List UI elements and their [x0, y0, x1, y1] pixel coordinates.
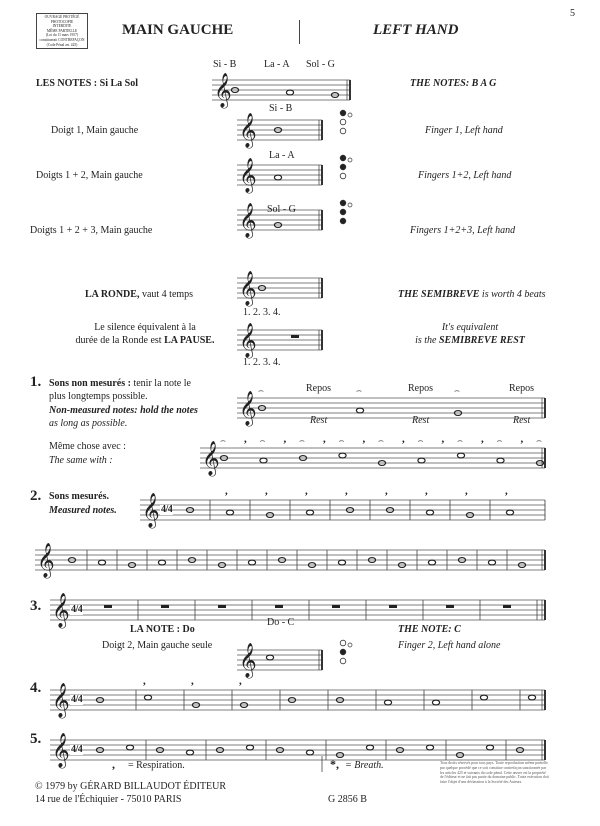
pause-en-2b: SEMIBREVE REST [439, 335, 525, 346]
repos-1: Repos [306, 383, 331, 394]
ronde-fr [85, 289, 193, 300]
breath-mark-icon: , [283, 433, 287, 445]
same-with-en: The same with : [49, 455, 113, 466]
whole-note [260, 458, 267, 463]
fermata-icon: ⌢ [378, 435, 384, 445]
exercise-3-number: 3. [30, 598, 42, 614]
exercise-1-fr [49, 378, 191, 389]
rest-2: Rest [412, 415, 430, 426]
breath-mark-icon: , [239, 675, 242, 687]
treble-clef-icon: 𝄞 [239, 158, 257, 193]
whole-note [158, 560, 165, 565]
whole-rest-icon [218, 605, 226, 608]
whole-note [306, 750, 313, 755]
breath-mark-icon: , [225, 485, 228, 497]
whole-note [528, 695, 535, 700]
ronde-en-rest: is worth 4 beats [479, 289, 546, 300]
breath-mark-icon: , [385, 485, 388, 497]
same-with-fr: Même chose avec : [49, 441, 126, 452]
whole-rest-icon [389, 605, 397, 608]
treble-clef-icon: 𝄞 [239, 113, 257, 148]
fingering-hole [340, 155, 346, 161]
fermata-icon: ⌢ [338, 435, 345, 445]
treble-clef-icon: 𝄞 [239, 643, 257, 678]
header-fr: MAIN GAUCHE [122, 22, 234, 38]
fermata-icon: ⌢ [258, 385, 264, 395]
exercise-1-fr-rest: tenir la note le [130, 378, 191, 389]
ronde-fr-rest: vaut 4 temps [139, 289, 194, 300]
pause-en-2a: is the [415, 335, 439, 346]
exercise-4-number: 4. [30, 680, 42, 696]
notes-intro-fr: LES NOTES : Si La Sol [36, 78, 138, 89]
breath-mark-icon: , [402, 433, 405, 445]
pause-fr-2b: LA PAUSE. [164, 335, 215, 346]
breath-mark-icon: , [143, 675, 146, 687]
fermata-icon: ⌢ [356, 385, 362, 395]
exercise-2-time-signature: 4/4 [161, 504, 173, 515]
whole-note [226, 510, 233, 515]
breath-mark-icon: , [362, 433, 366, 445]
fermata-icon: ⌢ [496, 435, 503, 445]
breath-mark-icon: , [505, 485, 508, 497]
ronde-fr-bold: LA RONDE, [85, 289, 140, 300]
exercise-5-time-signature: 4/4 [71, 744, 83, 755]
treble-clef-icon: 𝄞 [52, 593, 70, 628]
fingering-3-en: Fingers 1+2+3, Left hand [410, 225, 516, 236]
pause-fr-2a: durée de la Ronde est [75, 335, 165, 346]
fingering-hole [340, 218, 346, 224]
exercise-1-en-bold: Non-measured notes: hold the notes [49, 405, 198, 416]
breath-mark-icon: , [112, 757, 115, 771]
pause-fr-2 [60, 335, 230, 346]
exercise-1-fr-bold: Sons non mesurés : [49, 378, 131, 389]
thumb-hole [348, 113, 352, 117]
rest-1: Rest [310, 415, 328, 426]
breath-mark-icon: , [441, 433, 445, 445]
fermata-icon: ⌢ [536, 435, 542, 445]
note-label-a: La - A [264, 59, 290, 70]
whole-note [506, 510, 513, 515]
fingering-1-en: Finger 1, Left hand [425, 125, 503, 136]
whole-note [186, 750, 193, 755]
catalog-number: G 2856 B [328, 794, 367, 805]
la-note-fr: LA NOTE : Do [130, 624, 195, 635]
breath-en: = Breath. [345, 760, 384, 771]
whole-note [432, 700, 439, 705]
whole-note [338, 560, 345, 565]
breath-mark-icon: , [425, 485, 428, 497]
thumb-hole [348, 203, 352, 207]
fingering-hole [340, 658, 346, 664]
whole-note [266, 655, 273, 660]
stamp-line: INTERDITE [52, 24, 72, 29]
fingering-hole [340, 640, 346, 646]
treble-clef-icon: 𝄞 [239, 271, 257, 306]
treble-clef-icon: 𝄞 [239, 391, 257, 426]
whole-note [488, 560, 495, 565]
treble-clef-icon: 𝄞 [52, 683, 70, 718]
breath-mark-icon: , [244, 433, 247, 445]
whole-note [126, 745, 133, 750]
thumb-hole [348, 158, 352, 162]
fingering-2-fr: Doigts 1 + 2, Main gauche [36, 170, 143, 181]
rights-notice: Tous droits réservés pour tous pays. Toute reproduction même partielle par quelque procédé que ce soit constitue contrefaçon sanctionnée par les articles 425 et suivants du code pénal. Cette œuvre est la propriété de l'éditeur et ne fait pas partie du domaine public. Toute exécution doit faire l'objet d'une déclaration à la Société des Auteurs. [440, 761, 549, 785]
stamp-line: (Code Pénal art. 425) [46, 42, 78, 47]
exercise-1-en-2: as long as possible. [49, 418, 128, 429]
pause-fr-1: Le silence équivalent à la [94, 322, 196, 333]
exercise-1-number: 1. [30, 374, 42, 390]
treble-clef-icon: 𝄞 [202, 441, 220, 476]
breath-mark-icon: , [191, 675, 194, 687]
whole-note [248, 560, 255, 565]
fermata-icon: ⌢ [457, 435, 463, 445]
whole-note [497, 458, 504, 463]
whole-note [480, 695, 487, 700]
treble-clef-icon: 𝄞 [37, 543, 55, 578]
note-label-g: Sol - G [306, 59, 335, 70]
breath-mark-icon: , [465, 485, 468, 497]
whole-note [246, 745, 253, 750]
fingering-hole [340, 119, 346, 125]
page-number: 5 [570, 8, 575, 19]
whole-rest-icon [503, 605, 511, 608]
breath-mark-icon: *, [330, 757, 339, 771]
repos-2: Repos [408, 383, 433, 394]
la-note-label: Do - C [267, 617, 295, 628]
fingering-hole [340, 200, 346, 206]
fingering-1-fr: Doigt 1, Main gauche [51, 125, 139, 136]
whole-note [418, 458, 425, 463]
copyright: © 1979 by GÉRARD BILLAUDOT ÉDITEUR [35, 781, 227, 792]
fingering-3-fr: Doigts 1 + 2 + 3, Main gauche [30, 225, 153, 236]
fingering-2-label: La - A [269, 150, 295, 161]
breath-mark-icon: , [345, 485, 348, 497]
pause-en-1: It's equivalent [441, 322, 499, 333]
whole-rest-icon [104, 605, 112, 608]
whole-note [144, 695, 151, 700]
rest-3: Rest [513, 415, 531, 426]
ronde-counts: 1. 2. 3. 4. [243, 307, 281, 318]
fingering-2-en: Fingers 1+2, Left hand [418, 170, 512, 181]
ronde-en-bold: THE SEMIBREVE [398, 289, 480, 300]
whole-rest-icon [446, 605, 454, 608]
thumb-hole [348, 643, 352, 647]
la-note-en: THE NOTE: C [398, 624, 461, 635]
exercise-1-fr-2: plus longtemps possible. [49, 391, 148, 402]
fermata-icon: ⌢ [417, 435, 424, 445]
whole-note [366, 745, 373, 750]
exercise-2-en: Measured notes. [49, 505, 117, 516]
treble-clef-icon: 𝄞 [214, 73, 232, 108]
fingering-hole [340, 649, 346, 655]
stamp-line: PHOTOCOPIE [50, 19, 74, 24]
repos-3: Repos [509, 383, 534, 394]
whole-note [486, 745, 493, 750]
breath-mark-icon: , [481, 433, 484, 445]
stamp-line: OUVRAGE PROTÉGÉ [44, 15, 80, 19]
exercise-3-time-signature: 4/4 [71, 604, 83, 615]
exercise-2-number: 2. [30, 488, 42, 504]
whole-note [457, 453, 464, 458]
la-note-en-2: Finger 2, Left hand alone [398, 640, 501, 651]
fingering-hole [340, 128, 346, 134]
fingering-hole [340, 209, 346, 215]
copyright-stamp [36, 13, 88, 49]
whole-note [426, 510, 433, 515]
stamp-line: constituerait CONTREFAÇON [39, 37, 85, 42]
note-label-b: Si - B [213, 59, 237, 70]
fingering-1-label: Si - B [269, 103, 293, 114]
whole-note [356, 408, 363, 413]
fingering-3-label: Sol - G [267, 204, 296, 215]
exercise-5-number: 5. [30, 731, 42, 747]
la-note-fr-2: Doigt 2, Main gauche seule [102, 640, 213, 651]
header-divider [299, 20, 300, 44]
breath-mark-icon: , [265, 485, 268, 497]
whole-note [274, 175, 281, 180]
fermata-icon: ⌢ [299, 435, 305, 445]
whole-note [384, 700, 391, 705]
fingering-hole [340, 110, 346, 116]
whole-note [426, 745, 433, 750]
notes-intro-en: THE NOTES: B A G [410, 78, 497, 89]
header-en: LEFT HAND [373, 22, 459, 38]
exercise-1-en [49, 405, 198, 416]
ronde-en [398, 289, 546, 300]
whole-note [339, 453, 346, 458]
breath-mark-icon: , [323, 433, 326, 445]
fingering-hole [340, 173, 346, 179]
pause-en-2 [400, 335, 540, 346]
fingering-hole [340, 164, 346, 170]
stamp-line: MÊME PARTIELLE [46, 28, 78, 33]
whole-rest-icon [332, 605, 340, 608]
fermata-icon: ⌢ [259, 435, 266, 445]
address: 14 rue de l'Échiquier - 75010 PARIS [35, 794, 182, 805]
whole-note [306, 510, 313, 515]
whole-rest-icon [161, 605, 169, 608]
treble-clef-icon: 𝄞 [142, 493, 160, 528]
treble-clef-icon: 𝄞 [52, 733, 70, 768]
whole-note [428, 560, 435, 565]
whole-note [286, 90, 293, 95]
whole-rest-icon [291, 335, 299, 338]
stamp-line: (Loi du 11 mars 1957) [45, 33, 79, 38]
breath-mark-icon: , [305, 485, 308, 497]
treble-clef-icon: 𝄞 [239, 323, 257, 358]
whole-rest-icon [275, 605, 283, 608]
breath-fr: = Respiration. [128, 760, 185, 771]
whole-note [98, 560, 105, 565]
exercise-4-time-signature: 4/4 [71, 694, 83, 705]
breath-mark-icon: , [520, 433, 524, 445]
pause-counts: 1. 2. 3. 4. [243, 357, 281, 368]
treble-clef-icon: 𝄞 [239, 203, 257, 238]
exercise-2-fr: Sons mesurés. [49, 491, 110, 502]
fermata-icon: ⌢ [454, 385, 460, 395]
fermata-icon: ⌢ [220, 435, 226, 445]
